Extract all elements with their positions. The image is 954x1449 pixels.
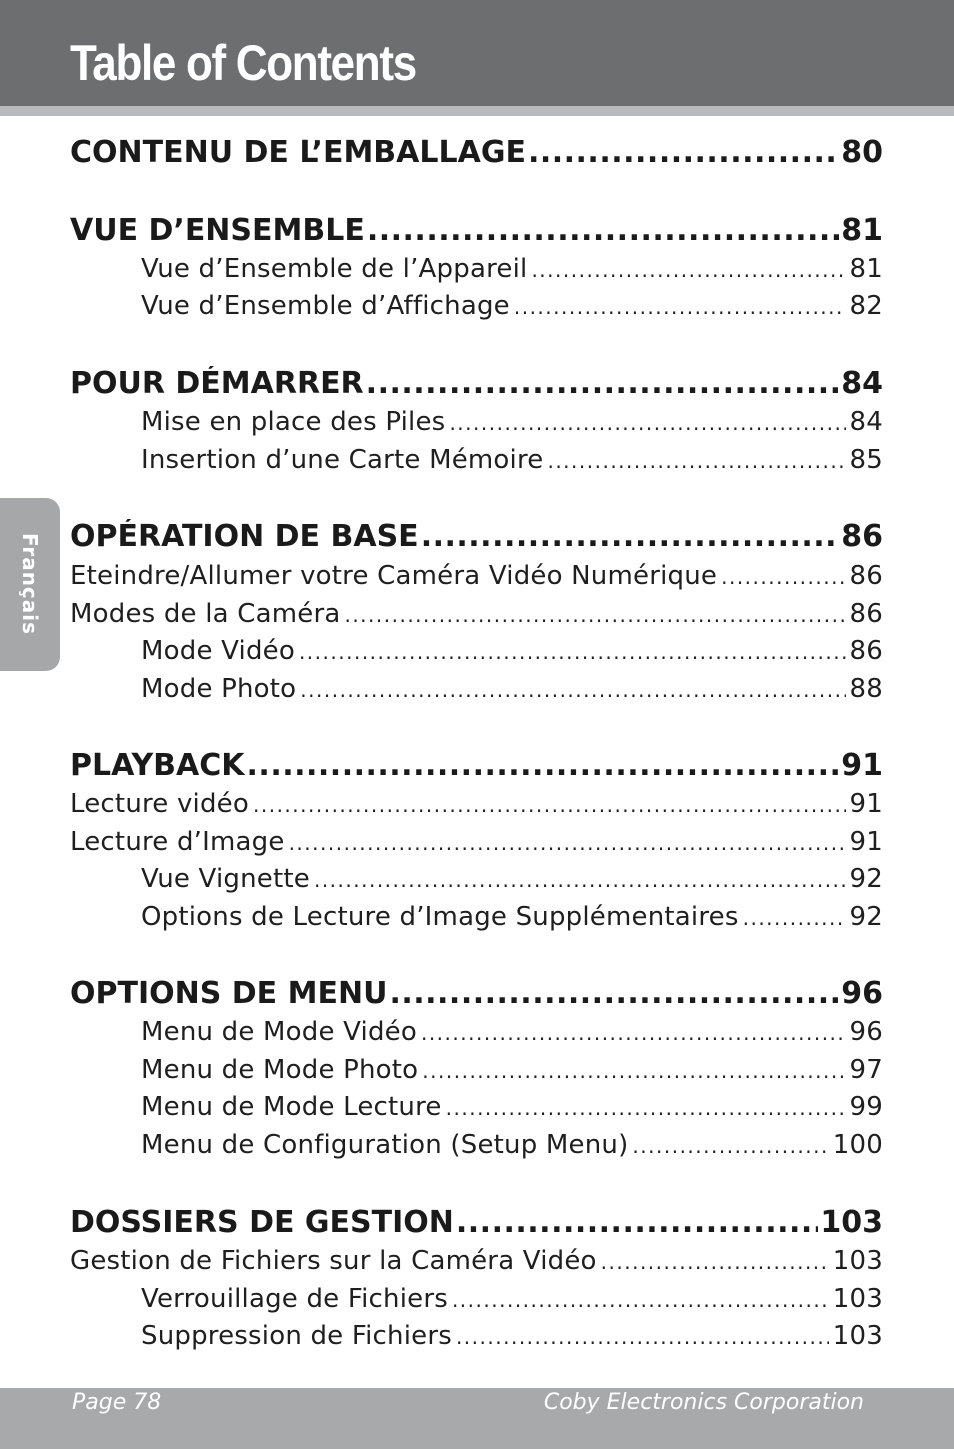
- toc-entry-title: PLAYBACK: [70, 748, 245, 783]
- toc-entry[interactable]: [70, 1205, 883, 1240]
- toc-entry-title: OPÉRATION DE BASE: [70, 519, 419, 554]
- toc-entry-page: 92: [849, 902, 883, 932]
- toc-entry-page: 85: [849, 445, 883, 475]
- toc-entry-page: 84: [849, 407, 883, 437]
- toc-entry[interactable]: [70, 789, 883, 819]
- toc-entry-page: 80: [841, 135, 883, 170]
- toc-entry[interactable]: [141, 1017, 883, 1047]
- toc-entry[interactable]: [141, 902, 883, 932]
- toc-entry-title: Lecture vidéo: [70, 789, 249, 819]
- toc-entry-page: 91: [849, 789, 883, 819]
- language-side-tab: [0, 498, 60, 671]
- toc-entry-page: 103: [832, 1246, 883, 1276]
- toc-entry-page: 81: [849, 254, 883, 284]
- footer-page-number: Page 78: [72, 1390, 162, 1415]
- toc-entry[interactable]: [141, 1321, 883, 1351]
- toc-leader-dots: [449, 411, 845, 435]
- toc-entry-title: Menu de Configuration (Setup Menu): [141, 1130, 629, 1160]
- footer-company-name: Coby Electronics Corporation: [543, 1390, 864, 1415]
- toc-entry[interactable]: [70, 213, 883, 248]
- toc-entry[interactable]: [141, 1055, 883, 1085]
- toc-entry[interactable]: [141, 1130, 883, 1160]
- toc-entry-page: 82: [849, 291, 883, 321]
- toc-leader-dots: [514, 295, 846, 319]
- toc-entry-page: 91: [849, 827, 883, 857]
- toc-leader-dots: [289, 831, 846, 855]
- toc-entry-page: 96: [841, 976, 883, 1011]
- toc-entry-page: 103: [832, 1321, 883, 1351]
- toc-entry-title: VUE D’ENSEMBLE: [70, 213, 365, 248]
- toc-entry-page: 84: [841, 366, 883, 401]
- toc-entry-page: 86: [841, 519, 883, 554]
- toc-entry-page: 86: [849, 636, 883, 666]
- toc-leader-dots: [721, 565, 845, 589]
- toc-leader-dots: [452, 1288, 829, 1312]
- toc-leader-dots: [367, 213, 839, 248]
- toc-entry-title: Vue d’Ensemble de l’Appareil: [141, 254, 528, 284]
- page-title: Table of Contents: [70, 35, 416, 91]
- toc-entry-title: Lecture d’Image: [70, 827, 285, 857]
- toc-leader-dots: [299, 640, 846, 664]
- toc-entry-page: 88: [849, 674, 883, 704]
- toc-entry-title: Vue Vignette: [141, 864, 310, 894]
- toc-entry[interactable]: [70, 1246, 883, 1276]
- toc-leader-dots: [547, 449, 845, 473]
- toc-entry[interactable]: [141, 407, 883, 437]
- toc-entry[interactable]: [141, 674, 883, 704]
- toc-entry[interactable]: [70, 599, 883, 629]
- toc-leader-dots: [601, 1250, 829, 1274]
- toc-entry-title: Verrouillage de Fichiers: [141, 1284, 448, 1314]
- toc-entry-title: Menu de Mode Lecture: [141, 1092, 442, 1122]
- toc-leader-dots: [253, 793, 846, 817]
- toc-entry[interactable]: [70, 561, 883, 591]
- toc-leader-dots: [422, 1059, 845, 1083]
- toc-entry[interactable]: [70, 748, 883, 783]
- toc-entry-page: 91: [841, 748, 883, 783]
- toc-entry[interactable]: [141, 254, 883, 284]
- toc-entry-title: Menu de Mode Vidéo: [141, 1017, 417, 1047]
- toc-entry-title: Mode Vidéo: [141, 636, 295, 666]
- toc-leader-dots: [344, 603, 845, 627]
- toc-entry-page: 100: [832, 1130, 883, 1160]
- toc-leader-dots: [456, 1205, 818, 1240]
- toc-leader-dots: [366, 366, 840, 401]
- toc-leader-dots: [247, 748, 840, 783]
- toc-leader-dots: [389, 976, 839, 1011]
- toc-entry[interactable]: [70, 976, 883, 1011]
- toc-leader-dots: [528, 135, 839, 170]
- toc-leader-dots: [446, 1096, 846, 1120]
- toc-leader-dots: [300, 678, 845, 702]
- toc-entry-title: Menu de Mode Photo: [141, 1055, 419, 1085]
- toc-entry-title: DOSSIERS DE GESTION: [70, 1205, 454, 1240]
- toc-entry[interactable]: [141, 1284, 883, 1314]
- toc-entry-page: 99: [849, 1092, 883, 1122]
- toc-entry[interactable]: [70, 135, 883, 170]
- toc-entry-page: 81: [841, 213, 883, 248]
- toc-entry-page: 103: [820, 1205, 883, 1240]
- toc-entry-title: Modes de la Caméra: [70, 599, 341, 629]
- toc-entry-title: CONTENU DE L’EMBALLAGE: [70, 135, 526, 170]
- toc-entry[interactable]: [141, 636, 883, 666]
- toc-entry-title: Suppression de Fichiers: [141, 1321, 452, 1351]
- toc-entry-page: 86: [849, 561, 883, 591]
- toc-leader-dots: [421, 1021, 846, 1045]
- toc-leader-dots: [632, 1134, 828, 1158]
- toc-entry-page: 103: [832, 1284, 883, 1314]
- toc-entry[interactable]: [141, 864, 883, 894]
- toc-leader-dots: [743, 906, 846, 930]
- toc-entry-title: POUR DÉMARRER: [70, 366, 364, 401]
- toc-leader-dots: [456, 1325, 829, 1349]
- toc-leader-dots: [531, 258, 845, 282]
- toc-entry-page: 92: [849, 864, 883, 894]
- toc-entry-page: 86: [849, 599, 883, 629]
- language-side-tab-label: Français: [18, 532, 42, 636]
- toc-entry[interactable]: [141, 445, 883, 475]
- toc-entry[interactable]: [141, 291, 883, 321]
- toc-entry[interactable]: [70, 827, 883, 857]
- header-stripe: [0, 106, 954, 116]
- toc-entry[interactable]: [141, 1092, 883, 1122]
- toc-entry-title: OPTIONS DE MENU: [70, 976, 388, 1011]
- toc-entry-title: Insertion d’une Carte Mémoire: [141, 445, 544, 475]
- toc-entry-title: Mise en place des Piles: [141, 407, 446, 437]
- toc-entry-title: Mode Photo: [141, 674, 297, 704]
- toc-entry-title: Options de Lecture d’Image Supplémentaires: [141, 902, 739, 932]
- toc-entry-title: Vue d’Ensemble d’Affichage: [141, 291, 510, 321]
- toc-entry-title: Eteindre/Allumer votre Caméra Vidéo Numérique: [70, 561, 718, 591]
- toc-leader-dots: [421, 519, 840, 554]
- toc-entry-title: Gestion de Fichiers sur la Caméra Vidéo: [70, 1246, 597, 1276]
- toc-leader-dots: [314, 868, 846, 892]
- toc-entry[interactable]: [70, 519, 883, 554]
- toc-entry[interactable]: [70, 366, 883, 401]
- toc-entry-page: 97: [849, 1055, 883, 1085]
- toc-entry-page: 96: [849, 1017, 883, 1047]
